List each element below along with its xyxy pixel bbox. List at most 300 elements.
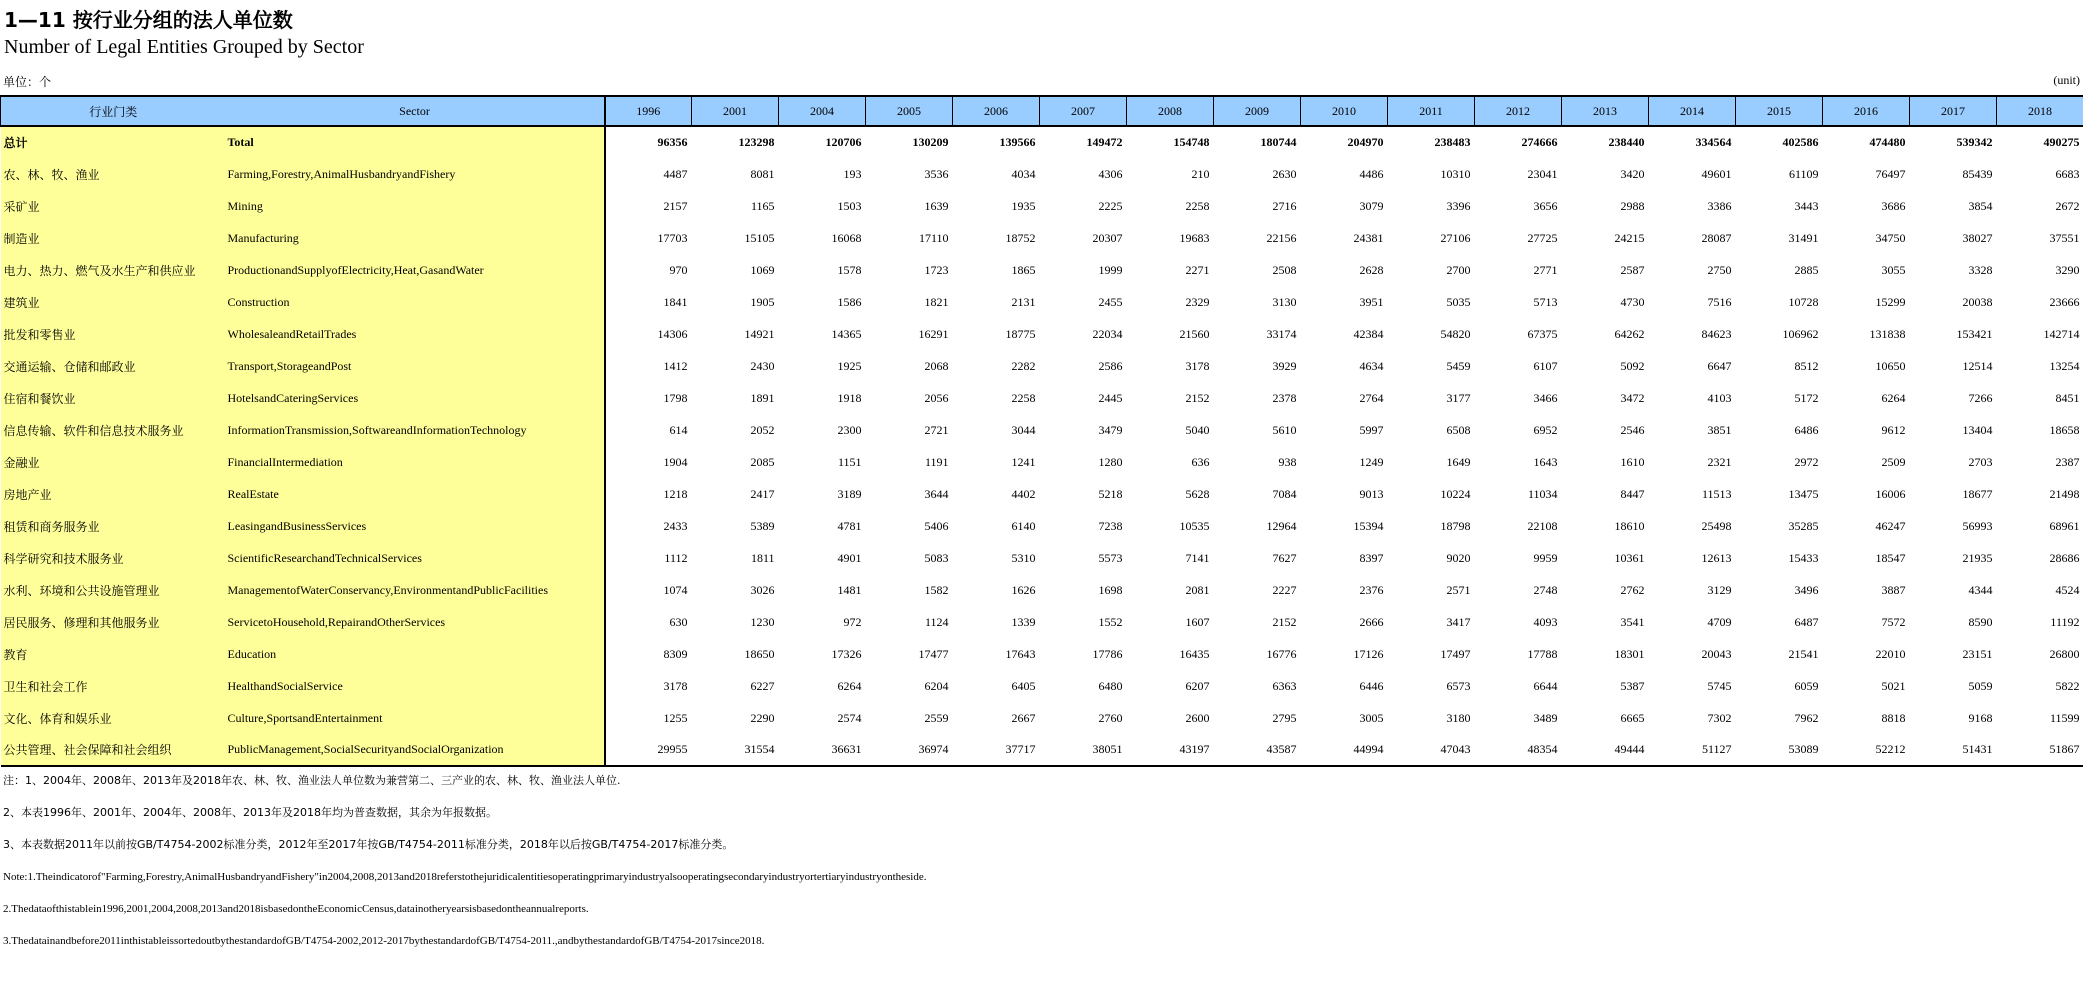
value-cell: 2157 [663, 198, 688, 213]
value-cell: 1339 [1011, 614, 1036, 629]
value-cell: 2378 [1272, 390, 1297, 405]
value-cell: 6140 [1011, 518, 1036, 533]
value-cell: 1165 [750, 198, 775, 213]
value-cell: 7302 [1707, 710, 1732, 725]
value-cell: 2762 [1620, 582, 1645, 597]
sector-name-english: ProductionandSupplyofElectricity,Heat,GasandWater [226, 254, 605, 286]
value-cell: 2748 [1533, 582, 1558, 597]
value-cell: 2586 [1098, 358, 1123, 373]
value-cell: 1074 [663, 582, 688, 597]
value-cell: 2672 [2055, 198, 2080, 213]
value-cell: 5610 [1272, 422, 1297, 437]
value-cell: 23666 [2049, 294, 2080, 309]
value-cell: 1552 [1098, 614, 1123, 629]
value-cell: 2445 [1098, 390, 1123, 405]
sector-name-english: Farming,Forestry,AnimalHusbandryandFishery [226, 158, 605, 190]
sector-name-english: WholesaleandRetailTrades [226, 318, 605, 350]
value-cell: 193 [843, 166, 862, 181]
value-cell: 17643 [1005, 646, 1036, 661]
value-cell: 8451 [2055, 390, 2080, 405]
value-cell: 19683 [1179, 230, 1210, 245]
value-cell: 539342 [1956, 135, 1993, 149]
value-cell: 56993 [1962, 518, 1993, 533]
header-year: 2004 [779, 96, 866, 126]
header-year: 2016 [1823, 96, 1910, 126]
value-cell: 15299 [1875, 294, 1906, 309]
value-cell: 4634 [1359, 358, 1384, 373]
value-cell: 21935 [1962, 550, 1993, 565]
value-cell: 6480 [1098, 678, 1123, 693]
value-cell: 1935 [1011, 198, 1036, 213]
value-cell: 28686 [2049, 550, 2080, 565]
value-cell: 1578 [837, 262, 862, 277]
value-cell: 7266 [1968, 390, 1993, 405]
value-cell: 23041 [1527, 166, 1558, 181]
sector-name-english: ManagementofWaterConservancy,EnvironmentandPublicFacilities [226, 574, 605, 606]
value-cell: 6363 [1272, 678, 1297, 693]
value-cell: 3472 [1620, 390, 1645, 405]
header-year: 2005 [866, 96, 953, 126]
value-cell: 38027 [1962, 230, 1993, 245]
header-year: 2017 [1910, 96, 1997, 126]
value-cell: 3541 [1620, 614, 1645, 629]
value-cell: 52212 [1823, 734, 1910, 766]
header-sector-chinese: 行业门类 [1, 96, 226, 126]
value-cell: 970 [669, 262, 688, 277]
value-cell: 6227 [750, 678, 775, 693]
value-cell: 1821 [924, 294, 949, 309]
value-cell: 4306 [1098, 166, 1123, 181]
value-cell: 142714 [2043, 326, 2080, 341]
sector-name-english: HealthandSocialService [226, 670, 605, 702]
value-cell: 68961 [2049, 518, 2080, 533]
value-cell: 24381 [1353, 230, 1384, 245]
value-cell: 18301 [1614, 646, 1645, 661]
value-cell: 2300 [837, 422, 862, 437]
value-cell: 2258 [1011, 390, 1036, 405]
sector-name-english: RealEstate [226, 478, 605, 510]
table-row [1, 222, 2083, 254]
value-cell: 15105 [744, 230, 775, 245]
value-cell: 3854 [1968, 198, 1993, 213]
value-cell: 21541 [1788, 646, 1819, 661]
sector-name-chinese: 公共管理、社会保障和社会组织 [1, 734, 226, 766]
value-cell: 22010 [1875, 646, 1906, 661]
value-cell: 3851 [1707, 422, 1732, 437]
value-cell: 1582 [924, 582, 949, 597]
value-cell: 12613 [1701, 550, 1732, 565]
value-cell: 1811 [750, 550, 775, 565]
page-title-chinese: 1—11 按行业分组的法人单位数 [4, 8, 293, 32]
value-cell: 2630 [1272, 166, 1297, 181]
value-cell: 64262 [1614, 326, 1645, 341]
header-year: 2013 [1562, 96, 1649, 126]
value-cell: 1112 [664, 550, 688, 565]
value-cell: 2600 [1185, 710, 1210, 725]
value-cell: 6204 [924, 678, 949, 693]
value-cell: 15394 [1353, 518, 1384, 533]
value-cell: 1255 [663, 710, 688, 725]
value-cell: 2271 [1185, 262, 1210, 277]
value-cell: 5218 [1098, 486, 1123, 501]
value-cell: 6486 [1794, 422, 1819, 437]
value-cell: 2433 [663, 518, 688, 533]
value-cell: 3489 [1533, 710, 1558, 725]
value-cell: 17110 [918, 230, 949, 245]
sector-name-chinese: 交通运输、仓储和邮政业 [1, 350, 226, 382]
value-cell: 120706 [825, 135, 862, 149]
value-cell: 9168 [1968, 710, 1993, 725]
header-year: 2012 [1475, 96, 1562, 126]
value-cell: 28087 [1701, 230, 1732, 245]
value-cell: 7516 [1707, 294, 1732, 309]
sector-name-chinese: 卫生和社会工作 [1, 670, 226, 702]
value-cell: 1412 [663, 358, 688, 373]
value-cell: 1649 [1446, 454, 1471, 469]
value-cell: 2068 [924, 358, 949, 373]
table-row [1, 478, 2083, 510]
value-cell: 6059 [1794, 678, 1819, 693]
value-cell: 10224 [1440, 486, 1471, 501]
value-cell: 51867 [1997, 734, 2083, 766]
value-cell: 8397 [1359, 550, 1384, 565]
value-cell: 5822 [2055, 678, 2080, 693]
value-cell: 2081 [1185, 582, 1210, 597]
value-cell: 2085 [750, 454, 775, 469]
value-cell: 10650 [1875, 358, 1906, 373]
value-cell: 1481 [837, 582, 862, 597]
value-cell: 14921 [744, 326, 775, 341]
value-cell: 106962 [1782, 326, 1819, 341]
value-cell: 16291 [918, 326, 949, 341]
table-row [1, 574, 2083, 606]
value-cell: 22034 [1092, 326, 1123, 341]
value-cell: 2056 [924, 390, 949, 405]
value-cell: 10310 [1440, 166, 1471, 181]
table-row [1, 510, 2083, 542]
value-cell: 5406 [924, 518, 949, 533]
value-cell: 3079 [1359, 198, 1384, 213]
value-cell: 2321 [1707, 454, 1732, 469]
value-cell: 11513 [1701, 486, 1732, 501]
value-cell: 85439 [1962, 166, 1993, 181]
sector-name-chinese: 总计 [1, 126, 226, 158]
value-cell: 6573 [1446, 678, 1471, 693]
value-cell: 4103 [1707, 390, 1732, 405]
value-cell: 3496 [1794, 582, 1819, 597]
value-cell: 48354 [1475, 734, 1562, 766]
value-cell: 13475 [1788, 486, 1819, 501]
value-cell: 67375 [1527, 326, 1558, 341]
value-cell: 10535 [1179, 518, 1210, 533]
sector-name-english: InformationTransmission,SoftwareandInformationTechnology [226, 414, 605, 446]
table-row [1, 734, 2083, 766]
sector-name-english: Manufacturing [226, 222, 605, 254]
value-cell: 13404 [1962, 422, 1993, 437]
value-cell: 7962 [1794, 710, 1819, 725]
value-cell: 16006 [1875, 486, 1906, 501]
value-cell: 38051 [1040, 734, 1127, 766]
note-en-3: 3.Thedatainandbefore2011inthistableissortedoutbythestandardofGB/T4754-2002,2012-2017bythestandardofGB/T4754-2011.,andbythestandardofGB/T4754-2017since2018. [3, 935, 765, 947]
value-cell: 210 [1191, 166, 1210, 181]
sector-name-chinese: 教育 [1, 638, 226, 670]
value-cell: 18752 [1005, 230, 1036, 245]
value-cell: 474480 [1869, 135, 1906, 149]
value-cell: 3129 [1707, 582, 1732, 597]
unit-label-english: (unit) [2053, 73, 2080, 87]
value-cell: 46247 [1875, 518, 1906, 533]
value-cell: 636 [1191, 454, 1210, 469]
value-cell: 17497 [1440, 646, 1471, 661]
value-cell: 2574 [837, 710, 862, 725]
value-cell: 5997 [1359, 422, 1384, 437]
value-cell: 1230 [750, 614, 775, 629]
value-cell: 20038 [1962, 294, 1993, 309]
value-cell: 8512 [1794, 358, 1819, 373]
value-cell: 5310 [1011, 550, 1036, 565]
value-cell: 1999 [1098, 262, 1123, 277]
value-cell: 6487 [1794, 614, 1819, 629]
page-title-english: Number of Legal Entities Grouped by Sector [4, 36, 364, 58]
value-cell: 5059 [1968, 678, 1993, 693]
value-cell: 123298 [738, 135, 775, 149]
note-cn-2: 2、本表1996年、2001年、2004年、2008年、2013年及2018年均为普查数据，其余为年报数据。 [3, 806, 497, 819]
value-cell: 8081 [750, 166, 775, 181]
value-cell: 2972 [1794, 454, 1819, 469]
value-cell: 2795 [1272, 710, 1297, 725]
value-cell: 7627 [1272, 550, 1297, 565]
value-cell: 154748 [1173, 135, 1210, 149]
value-cell: 17788 [1527, 646, 1558, 661]
value-cell: 1865 [1011, 262, 1036, 277]
value-cell: 54820 [1440, 326, 1471, 341]
value-cell: 6644 [1533, 678, 1558, 693]
value-cell: 27106 [1440, 230, 1471, 245]
table-row [1, 446, 2083, 478]
value-cell: 8447 [1620, 486, 1645, 501]
sector-name-chinese: 水利、环境和公共设施管理业 [1, 574, 226, 606]
value-cell: 238440 [1608, 135, 1645, 149]
value-cell: 27725 [1527, 230, 1558, 245]
value-cell: 2152 [1272, 614, 1297, 629]
value-cell: 2628 [1359, 262, 1384, 277]
header-year: 2007 [1040, 96, 1127, 126]
sector-name-chinese: 信息传输、软件和信息技术服务业 [1, 414, 226, 446]
value-cell: 3443 [1794, 198, 1819, 213]
header-year: 2006 [953, 96, 1040, 126]
value-cell: 1503 [837, 198, 862, 213]
value-cell: 8590 [1968, 614, 1993, 629]
header-year: 2018 [1997, 96, 2083, 126]
value-cell: 6264 [837, 678, 862, 693]
value-cell: 131838 [1869, 326, 1906, 341]
sector-name-chinese: 建筑业 [1, 286, 226, 318]
value-cell: 8309 [663, 646, 688, 661]
value-cell: 29955 [605, 734, 692, 766]
value-cell: 630 [669, 614, 688, 629]
note-cn-1: 注：1、2004年、2008年、2013年及2018年农、林、牧、渔业法人单位数为兼营第二、三产业的农、林、牧、渔业法人单位. [3, 774, 621, 787]
value-cell: 334564 [1695, 135, 1732, 149]
value-cell: 49601 [1701, 166, 1732, 181]
table-row [1, 702, 2083, 734]
value-cell: 6207 [1185, 678, 1210, 693]
sector-name-english: HotelsandCateringServices [226, 382, 605, 414]
table-body [1, 126, 2083, 766]
sector-name-chinese: 租赁和商务服务业 [1, 510, 226, 542]
value-cell: 2227 [1272, 582, 1297, 597]
value-cell: 3386 [1707, 198, 1732, 213]
value-cell: 1218 [663, 486, 688, 501]
legal-entities-table [0, 95, 2083, 767]
value-cell: 2282 [1011, 358, 1036, 373]
value-cell: 34750 [1875, 230, 1906, 245]
sector-name-chinese: 文化、体育和娱乐业 [1, 702, 226, 734]
value-cell: 31554 [692, 734, 779, 766]
value-cell: 2290 [750, 710, 775, 725]
value-cell: 7141 [1185, 550, 1210, 565]
value-cell: 972 [843, 614, 862, 629]
value-cell: 25498 [1701, 518, 1732, 533]
value-cell: 2387 [2055, 454, 2080, 469]
value-cell: 204970 [1347, 135, 1384, 149]
value-cell: 2764 [1359, 390, 1384, 405]
value-cell: 53089 [1736, 734, 1823, 766]
value-cell: 22156 [1266, 230, 1297, 245]
sector-name-chinese: 农、林、牧、渔业 [1, 158, 226, 190]
sector-name-chinese: 采矿业 [1, 190, 226, 222]
value-cell: 5713 [1533, 294, 1558, 309]
value-cell: 4034 [1011, 166, 1036, 181]
value-cell: 49444 [1562, 734, 1649, 766]
value-cell: 12514 [1962, 358, 1993, 373]
value-cell: 24215 [1614, 230, 1645, 245]
value-cell: 6264 [1881, 390, 1906, 405]
value-cell: 84623 [1701, 326, 1732, 341]
value-cell: 16776 [1266, 646, 1297, 661]
value-cell: 4486 [1359, 166, 1384, 181]
value-cell: 9013 [1359, 486, 1384, 501]
value-cell: 4487 [663, 166, 688, 181]
value-cell: 238483 [1434, 135, 1471, 149]
value-cell: 44994 [1301, 734, 1388, 766]
value-cell: 2131 [1011, 294, 1036, 309]
value-cell: 4524 [2055, 582, 2080, 597]
value-cell: 1191 [924, 454, 949, 469]
value-cell: 1249 [1359, 454, 1384, 469]
value-cell: 43587 [1214, 734, 1301, 766]
header-year: 2011 [1388, 96, 1475, 126]
sector-name-english: Transport,StorageandPost [226, 350, 605, 382]
sector-name-chinese: 房地产业 [1, 478, 226, 510]
value-cell: 3044 [1011, 422, 1036, 437]
value-cell: 6446 [1359, 678, 1384, 693]
value-cell: 16435 [1179, 646, 1210, 661]
value-cell: 7572 [1881, 614, 1906, 629]
table-row [1, 638, 2083, 670]
value-cell: 2885 [1794, 262, 1819, 277]
note-cn-3: 3、本表数据2011年以前按GB/T4754-2002标准分类，2012年至2017年按GB/T4754-2011标准分类，2018年以后按GB/T4754-2017标准分类。 [3, 838, 734, 851]
value-cell: 18658 [2049, 422, 2080, 437]
value-cell: 36974 [866, 734, 953, 766]
value-cell: 3178 [1185, 358, 1210, 373]
value-cell: 20043 [1701, 646, 1732, 661]
value-cell: 2587 [1620, 262, 1645, 277]
value-cell: 4781 [837, 518, 862, 533]
sector-name-english: ScientificResearchandTechnicalServices [226, 542, 605, 574]
value-cell: 43197 [1127, 734, 1214, 766]
value-cell: 1904 [663, 454, 688, 469]
value-cell: 2988 [1620, 198, 1645, 213]
value-cell: 6508 [1446, 422, 1471, 437]
note-en-2: 2.Thedataofthistablein1996,2001,2004,2008,2013and2018isbasedontheEconomicCensus,datainotheryearsisbasedontheannualreports. [3, 903, 589, 915]
value-cell: 7238 [1098, 518, 1123, 533]
value-cell: 180744 [1260, 135, 1297, 149]
value-cell: 3536 [924, 166, 949, 181]
value-cell: 4709 [1707, 614, 1732, 629]
value-cell: 8818 [1881, 710, 1906, 725]
value-cell: 3328 [1968, 262, 1993, 277]
value-cell: 6647 [1707, 358, 1732, 373]
value-cell: 3887 [1881, 582, 1906, 597]
value-cell: 5389 [750, 518, 775, 533]
value-cell: 18677 [1962, 486, 1993, 501]
value-cell: 3396 [1446, 198, 1471, 213]
header-year: 2001 [692, 96, 779, 126]
value-cell: 96356 [657, 135, 688, 149]
value-cell: 3055 [1881, 262, 1906, 277]
value-cell: 402586 [1782, 135, 1819, 149]
value-cell: 18547 [1875, 550, 1906, 565]
value-cell: 3177 [1446, 390, 1471, 405]
table-row [1, 254, 2083, 286]
value-cell: 149472 [1086, 135, 1123, 149]
table-row [1, 286, 2083, 318]
value-cell: 1698 [1098, 582, 1123, 597]
value-cell: 2376 [1359, 582, 1384, 597]
unit-label-chinese: 单位：个 [3, 75, 52, 89]
header-sector-english: Sector [226, 96, 605, 126]
header-year: 2008 [1127, 96, 1214, 126]
value-cell: 9959 [1533, 550, 1558, 565]
value-cell: 1841 [663, 294, 688, 309]
value-cell: 2258 [1185, 198, 1210, 213]
value-cell: 17126 [1353, 646, 1384, 661]
table-row [1, 606, 2083, 638]
value-cell: 26800 [2049, 646, 2080, 661]
value-cell: 4730 [1620, 294, 1645, 309]
value-cell: 2430 [750, 358, 775, 373]
note-en-1: Note:1.Theindicatorof"Farming,Forestry,AnimalHusbandryandFishery"in2004,2008,2013and2018referstothejuridicalentitiesoperatingprimaryindustryalsooperatingsecondaryindustryortertiaryindustryontheside. [3, 871, 927, 883]
table-row [1, 158, 2083, 190]
table-row [1, 318, 2083, 350]
value-cell: 130209 [912, 135, 949, 149]
table-row [1, 670, 2083, 702]
value-cell: 5628 [1185, 486, 1210, 501]
value-cell: 1124 [924, 614, 949, 629]
value-cell: 3656 [1533, 198, 1558, 213]
value-cell: 51127 [1649, 734, 1736, 766]
value-cell: 3479 [1098, 422, 1123, 437]
value-cell: 5459 [1446, 358, 1471, 373]
value-cell: 12964 [1266, 518, 1297, 533]
value-cell: 2052 [750, 422, 775, 437]
value-cell: 1280 [1098, 454, 1123, 469]
header-year: 2010 [1301, 96, 1388, 126]
sector-name-english: Construction [226, 286, 605, 318]
sector-name-chinese: 金融业 [1, 446, 226, 478]
value-cell: 17703 [657, 230, 688, 245]
sector-name-english: LeasingandBusinessServices [226, 510, 605, 542]
